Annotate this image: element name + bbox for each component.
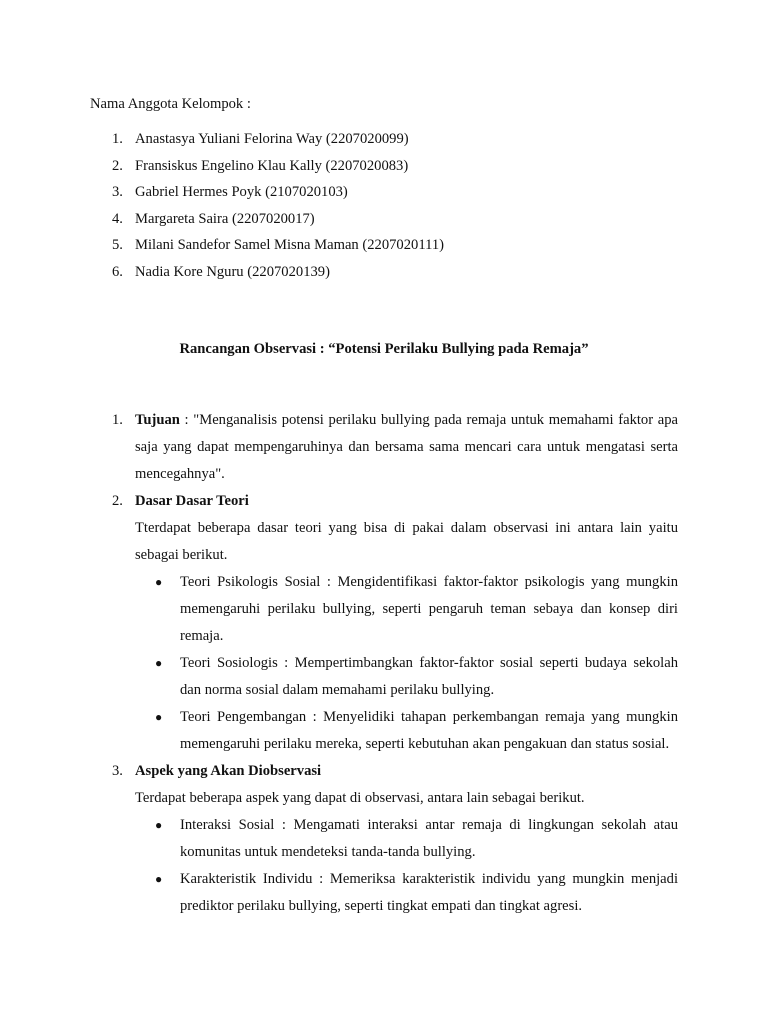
section-heading: Aspek yang Akan Diobservasi — [135, 763, 322, 779]
bullet-text: Interaksi Sosial : Mengamati interaksi antar remaja di lingkungan sekolah atau komunitas untuk mendeteksi tanda-tanda bullying. — [180, 817, 678, 860]
member-name: Gabriel Hermes Poyk (2107020103) — [135, 184, 348, 200]
bullet-text: Teori Pengembangan : Menyelidiki tahapan perkembangan remaja yang mungkin memengaruhi perilaku mereka, seperti kebutuhan akan pengakuan dan status sosial. — [180, 709, 678, 752]
section-aspek — [90, 758, 678, 920]
list-number: 4. — [112, 210, 123, 227]
bullet-text: Karakteristik Individu : Memeriksa karakteristik individu yang mungkin menjadi prediktor perilaku bullying, seperti tingkat empati dan tingkat agresi. — [180, 871, 678, 914]
list-number: 6. — [112, 263, 123, 280]
member-name: Nadia Kore Nguru (2207020139) — [135, 263, 330, 280]
section-dasar-teori — [90, 488, 678, 758]
bullet-item — [135, 866, 678, 920]
bullet-text: Teori Psikologis Sosial : Mengidentifikasi faktor-faktor psikologis yang mungkin memengaruhi perilaku bullying, seperti pengaruh teman sebaya dan konsep diri remaja. — [180, 574, 678, 644]
member-name: Anastasya Yuliani Felorina Way (2207020099) — [135, 131, 409, 147]
list-number: 3. — [112, 184, 123, 200]
sections-list — [90, 407, 678, 920]
section-label: Tujuan — [135, 412, 180, 428]
members-heading: Nama Anggota Kelompok : — [90, 96, 251, 112]
member-name: Fransiskus Engelino Klau Kally (2207020083) — [135, 157, 409, 174]
section-tujuan — [90, 407, 678, 488]
bullet-icon: ● — [155, 575, 163, 589]
bullet-icon: ● — [155, 710, 163, 724]
members-list — [90, 126, 650, 285]
bullet-icon: ● — [155, 818, 163, 832]
bullet-icon: ● — [155, 656, 163, 670]
list-item — [90, 259, 650, 286]
list-item — [90, 153, 650, 180]
section-paragraph — [135, 407, 678, 488]
bullet-item — [135, 704, 678, 758]
section-intro: Terdapat beberapa aspek yang dapat di observasi, antara lain sebagai berikut. — [135, 790, 585, 806]
list-item — [90, 179, 650, 206]
bullet-text: Teori Sosiologis : Mempertimbangkan faktor-faktor sosial seperti budaya sekolah dan norma sosial dalam memahami perilaku bullying. — [180, 655, 678, 698]
section-number: 1. — [112, 412, 123, 428]
section-heading: Dasar Dasar Teori — [135, 493, 249, 509]
list-number: 1. — [112, 131, 123, 147]
bullet-item — [135, 812, 678, 866]
section-number: 2. — [112, 493, 123, 509]
section-number: 3. — [112, 763, 123, 779]
list-number: 2. — [112, 157, 123, 174]
section-text: : "Menganalisis potensi perilaku bullying pada remaja untuk memahami faktor apa saja yang dapat mempengaruhinya dan bersama sama mencari cara untuk mengatasi serta mencegahnya". — [135, 412, 678, 482]
list-number: 5. — [112, 237, 123, 253]
bullet-icon: ● — [155, 872, 163, 886]
section-intro: Tterdapat beberapa dasar teori yang bisa di pakai dalam observasi ini antara lain yaitu sebagai berikut. — [135, 520, 678, 563]
bullet-item — [135, 569, 678, 650]
list-item — [90, 232, 650, 259]
member-name: Milani Sandefor Samel Misna Maman (2207020111) — [135, 237, 444, 253]
bullet-item — [135, 650, 678, 704]
list-item — [90, 206, 650, 233]
member-name: Margareta Saira (2207020017) — [135, 210, 315, 227]
list-item — [90, 126, 650, 153]
document-title: Rancangan Observasi : “Potensi Perilaku Bullying pada Remaja” — [179, 341, 589, 357]
